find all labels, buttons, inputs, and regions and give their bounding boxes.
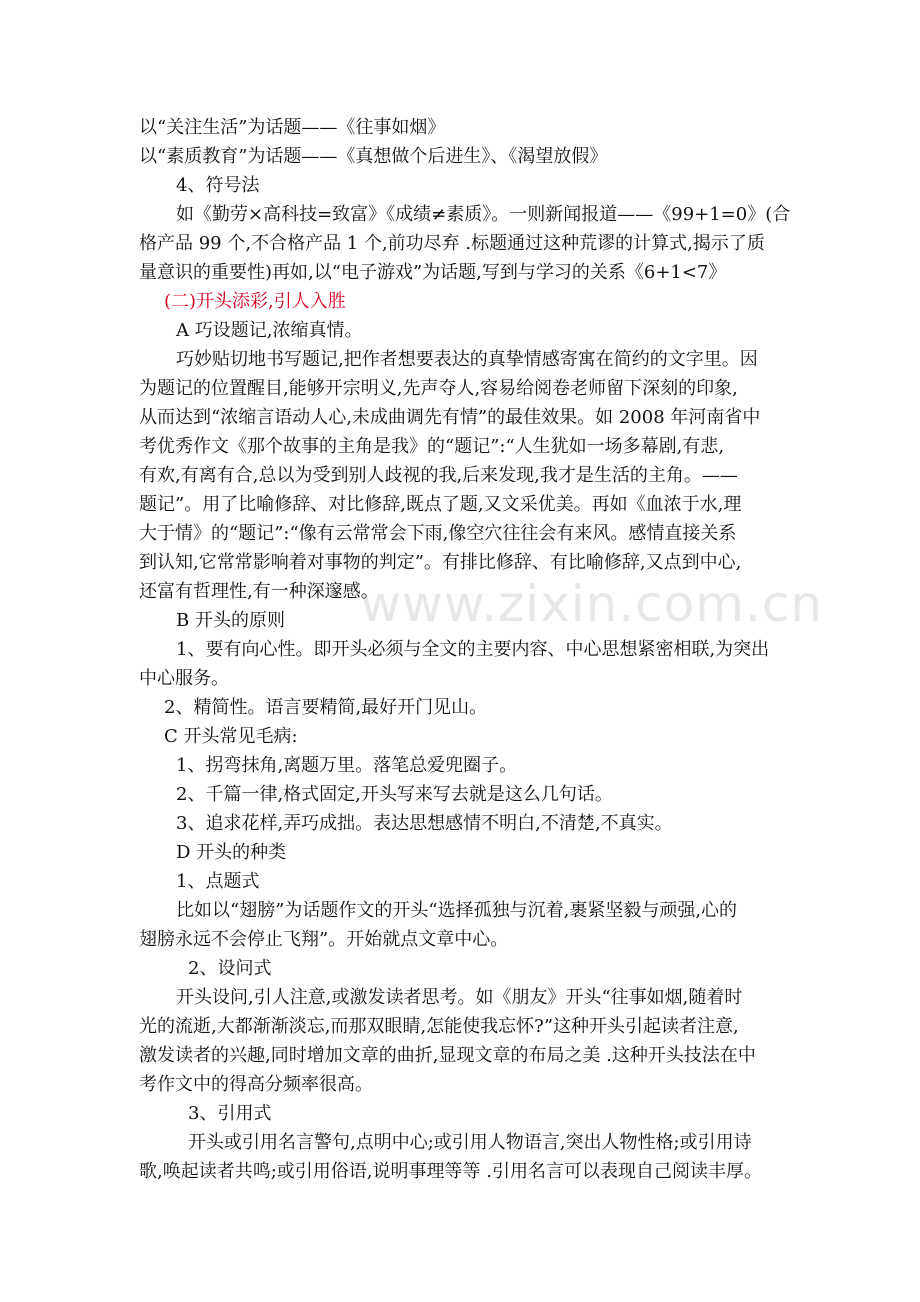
text-line: 考优秀作文《那个故事的主角是我》的“题记”:“人生犹如一场多幕剧,有悲, [139, 436, 725, 457]
text-line: 如《勤劳×高科技=致富》《成绩≠素质》。一则新闻报道——《99+1=0》(合 [176, 204, 791, 225]
subsection-heading: D 开头的种类 [176, 842, 287, 863]
text-line: 大于情》的“题记”:“像有云常常会下雨,像空穴往往会有来风。感情直接关系 [139, 523, 737, 544]
text-line: 从而达到“浓缩言语动人心,未成曲调先有情”的最佳效果。如 2008 年河南省中 [139, 407, 761, 428]
text-line: 格产品 99 个,不合格产品 1 个,前功尽弃 .标题通过这种荒谬的计算式,揭示了质 [139, 233, 765, 254]
text-line: 中心服务。 [139, 668, 229, 689]
section-heading-red: (二)开头添彩,引人入胜 [164, 291, 346, 312]
text-line: 巧妙贴切地书写题记,把作者想要表达的真挚情感寄寓在简约的文字里。因 [176, 349, 758, 370]
section-heading: 4、符号法 [176, 175, 260, 196]
text-line: 考作文中的得高分频率很高。 [139, 1074, 373, 1095]
watermark: www.zixin.com.cn [360, 575, 824, 633]
text-line: 题记”。用了比喻修辞、对比修辞,既点了题,又文采优美。再如《血浓于水,理 [139, 494, 742, 515]
text-line: 翅膀永远不会停止飞翔”。开始就点文章中心。 [139, 929, 509, 950]
text-line: 量意识的重要性)再如,以“电子游戏”为话题,写到与学习的关系《6+1<7》 [139, 262, 727, 283]
text-line: 2、精简性。语言要精简,最好开门见山。 [164, 697, 488, 718]
text-line: 到认知,它常常影响着对事物的判定”。有排比修辞、有比喻修辞,又点到中心, [139, 552, 742, 573]
text-line: 激发读者的兴趣,同时增加文章的曲折,显现文章的布局之美 .这种开头技法在中 [139, 1045, 756, 1066]
text-line: 比如以“翅膀”为话题作文的开头“选择孤独与沉着,裹紧坚毅与顽强,心的 [176, 900, 738, 921]
text-line: 还富有哲理性,有一种深邃感。 [139, 581, 379, 602]
text-line: 1、要有向心性。即开头必须与全文的主要内容、中心思想紧密相联,为突出 [176, 639, 770, 660]
section-heading: 1、点题式 [176, 871, 260, 892]
subsection-heading: B 开头的原则 [176, 610, 285, 631]
text-line: 开头设问,引人注意,或激发读者思考。如《朋友》开头“往事如烟,随着时 [176, 987, 743, 1008]
text-line: 歌,唤起读者共鸣;或引用俗语,说明事理等等 .引用名言可以表现自己阅读丰厚。 [139, 1161, 762, 1182]
subsection-heading: C 开头常见毛病: [164, 726, 298, 747]
section-heading: 2、设问式 [188, 958, 272, 979]
text-line: 2、千篇一律,格式固定,开头写来写去就是这么几句话。 [176, 784, 613, 805]
text-line: 开头或引用名言警句,点明中心;或引用人物语言,突出人物性格;或引用诗 [188, 1132, 752, 1153]
subsection-heading: A 巧设题记,浓缩真情。 [176, 320, 363, 341]
text-line: 以“素质教育”为话题——《真想做个后进生》、《渴望放假》 [139, 146, 608, 167]
text-line: 为题记的位置醒目,能够开宗明义,先声夺人,容易给阅卷老师留下深刻的印象, [139, 378, 738, 399]
text-line: 有欢,有离有合,总以为受到别人歧视的我,后来发现,我才是生活的主角。—— [139, 465, 738, 486]
text-line: 光的流逝,大都渐渐淡忘,而那双眼睛,怎能使我忘怀?”这种开头引起读者注意, [139, 1016, 739, 1037]
text-line: 1、拐弯抹角,离题万里。落笔总爱兜圈子。 [176, 755, 518, 776]
text-line: 3、追求花样,弄巧成拙。表达思想感情不明白,不清楚,不真实。 [176, 813, 673, 834]
text-line: 以“关注生活”为话题——《往事如烟》 [139, 117, 446, 138]
section-heading: 3、引用式 [188, 1103, 272, 1124]
